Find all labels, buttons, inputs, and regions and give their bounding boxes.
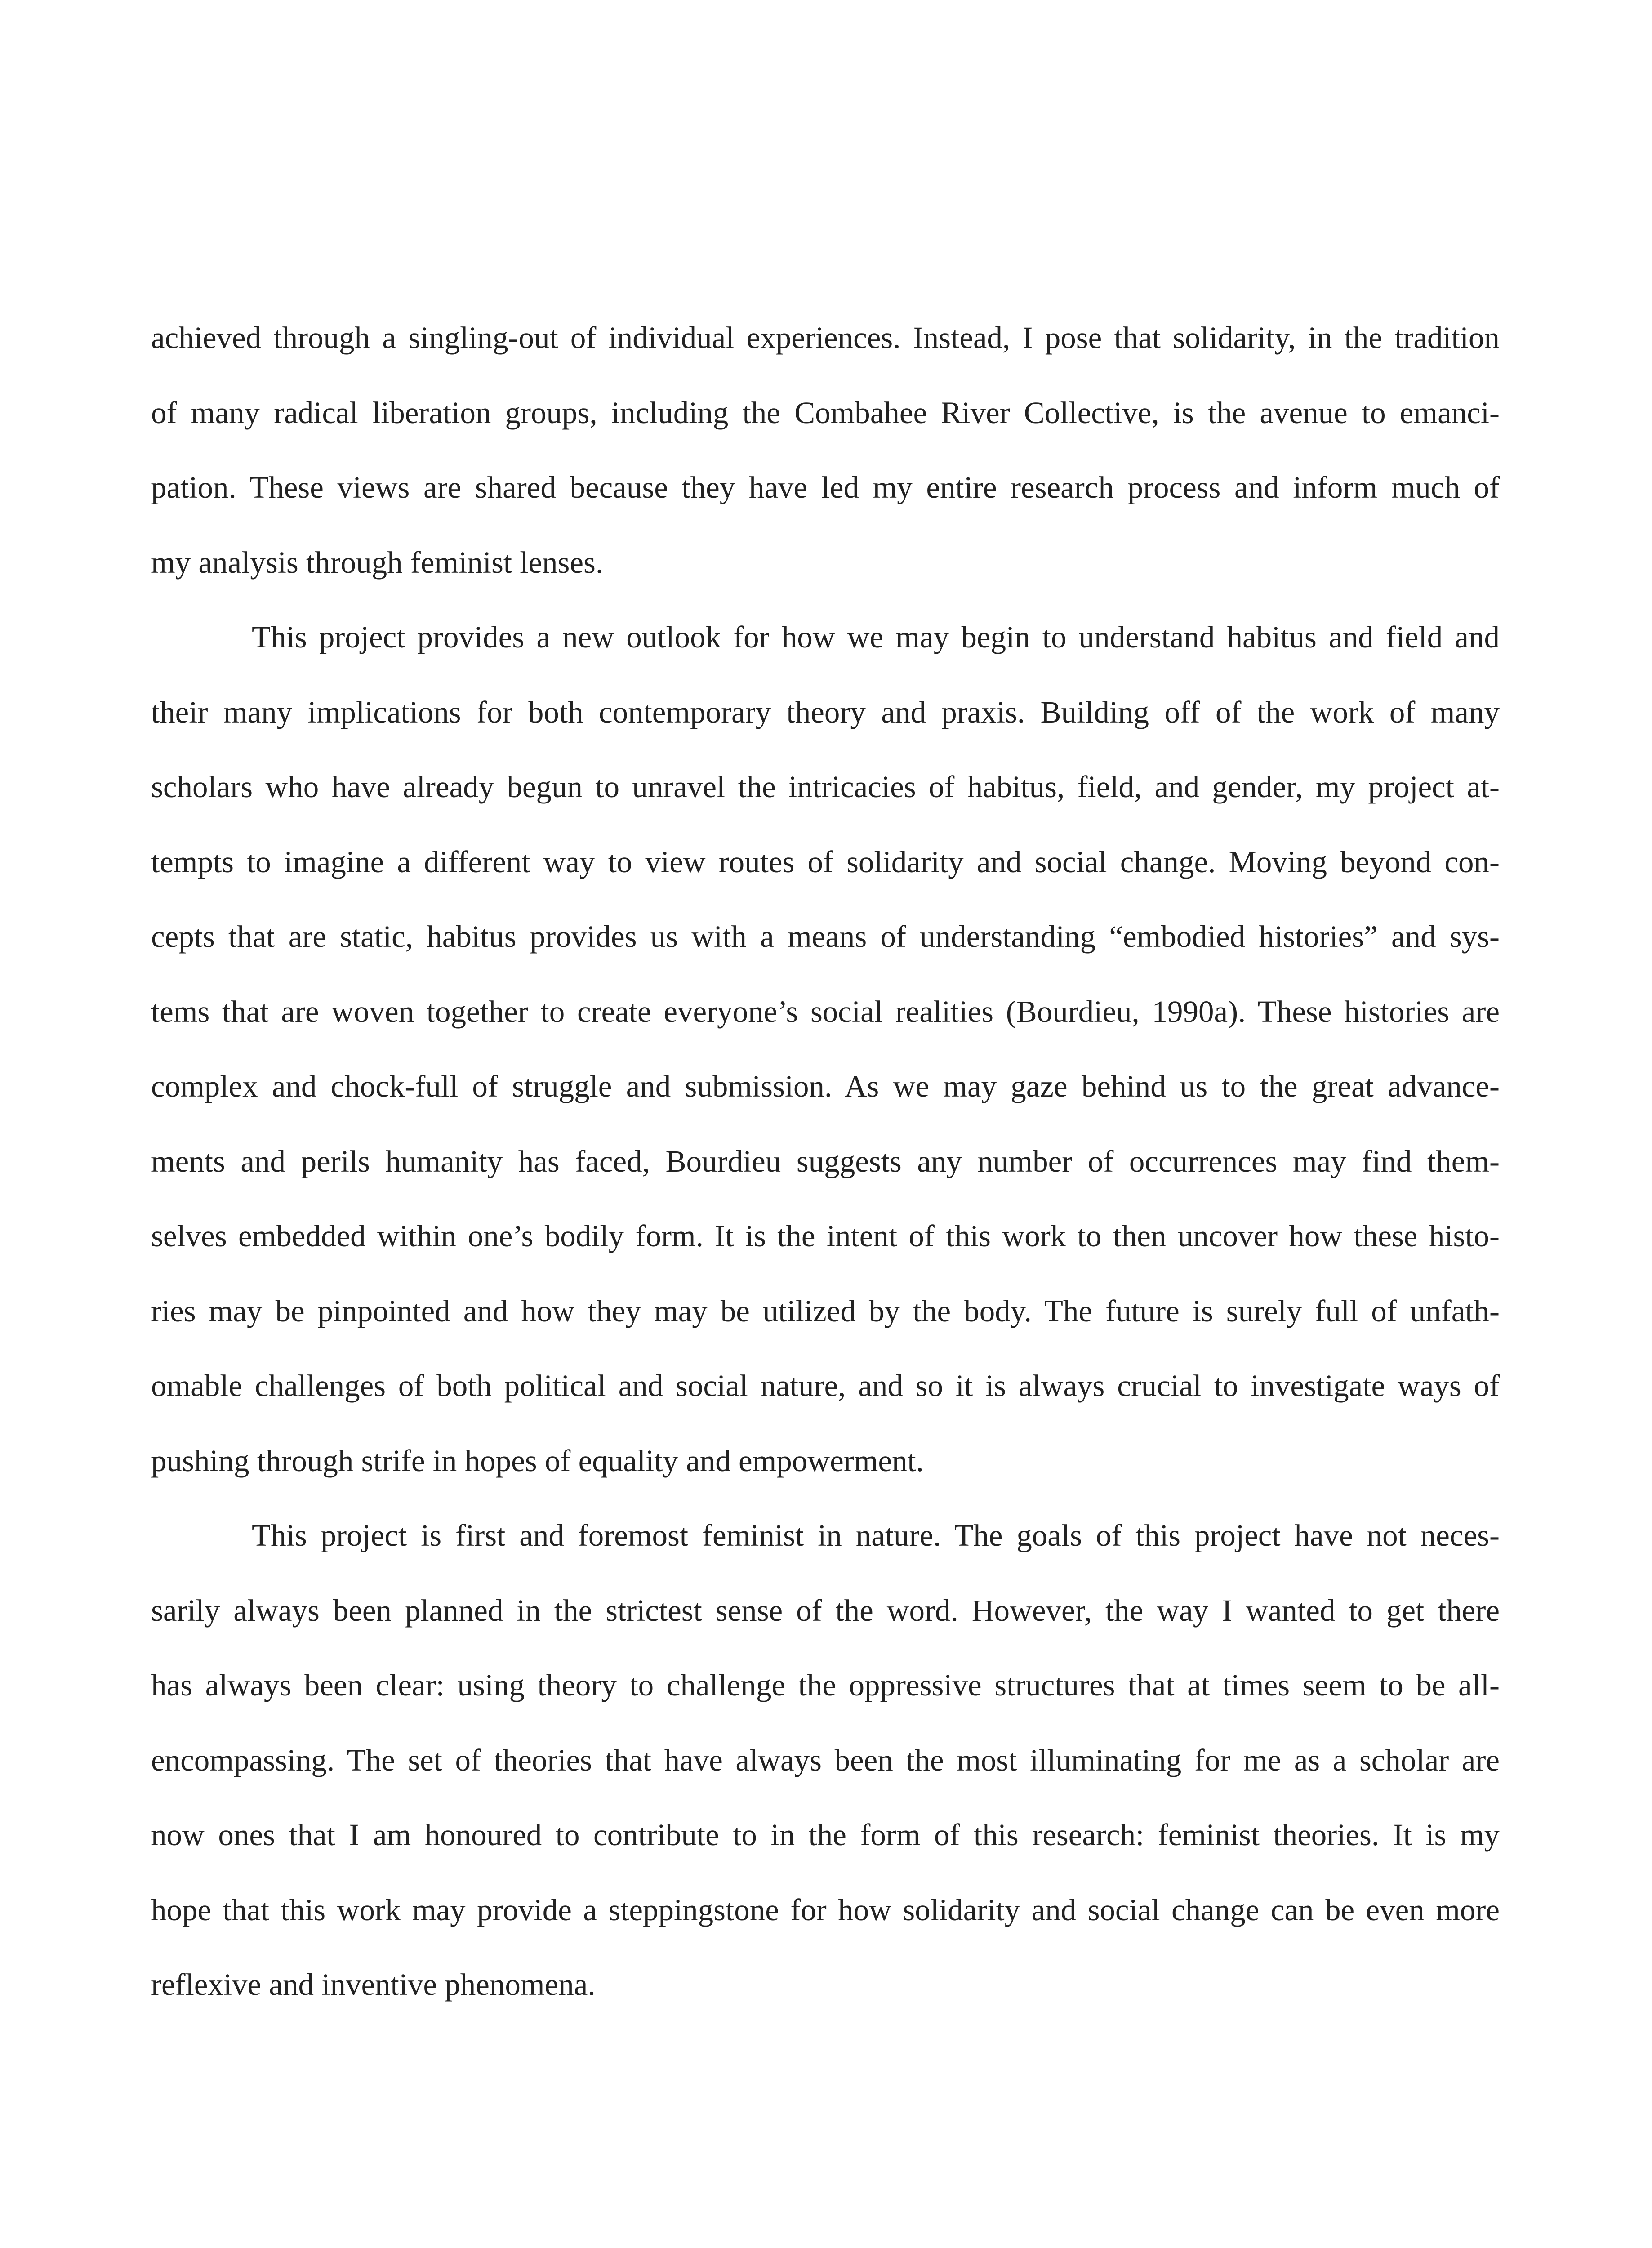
text-line: hope that this work may provide a steppingstone for how solidarity and social change can be even more (151, 1892, 1500, 1927)
text-line: sarily always been planned in the strictest sense of the word. However, the way I wanted to get there (151, 1593, 1500, 1628)
text-line: now ones that I am honoured to contribute to in the form of this research: feminist theories. It is my (151, 1818, 1500, 1852)
text-line: encompassing. The set of theories that have always been the most illuminating for me as a scholar are (151, 1743, 1500, 1777)
text-line: omable challenges of both political and social nature, and so it is always crucial to investigate ways of (151, 1369, 1500, 1403)
text-line: ments and perils humanity has faced, Bourdieu suggests any number of occurrences may find them- (151, 1144, 1500, 1178)
text-line: my analysis through feminist lenses. (151, 545, 604, 580)
text-line: has always been clear: using theory to challenge the oppressive structures that at times seem to be all- (151, 1668, 1500, 1702)
text-line: cepts that are static, habitus provides us with a means of understanding “embodied histories” and sys- (151, 919, 1500, 954)
text-line: reflexive and inventive phenomena. (151, 1967, 596, 2002)
text-line: This project provides a new outlook for how we may begin to understand habitus and field and (252, 620, 1500, 654)
text-line: This project is first and foremost feminist in nature. The goals of this project have not neces- (252, 1518, 1500, 1552)
text-line: scholars who have already begun to unravel the intricacies of habitus, field, and gender, my project at- (151, 770, 1500, 804)
text-line: pation. These views are shared because they have led my entire research process and inform much of (151, 470, 1500, 504)
text-line: pushing through strife in hopes of equality and empowerment. (151, 1443, 924, 1478)
text-line: their many implications for both contemporary theory and praxis. Building off of the work of many (151, 695, 1500, 729)
text-line: tempts to imagine a different way to view routes of solidarity and social change. Moving beyond con- (151, 844, 1500, 879)
text-line: ries may be pinpointed and how they may be utilized by the body. The future is surely full of unfath- (151, 1293, 1500, 1328)
text-line: complex and chock-full of struggle and submission. As we may gaze behind us to the great advance- (151, 1069, 1500, 1103)
paragraph-3 (151, 1498, 1500, 2022)
text-line: achieved through a singling-out of individual experiences. Instead, I pose that solidarity, in the tradition (151, 321, 1500, 355)
text-line: tems that are woven together to create everyone’s social realities (Bourdieu, 1990a). These histories are (151, 994, 1500, 1029)
paragraph-2 (151, 600, 1500, 1498)
paragraph-1 (151, 300, 1500, 600)
body-text (151, 300, 1500, 2022)
text-line: of many radical liberation groups, including the Combahee River Collective, is the avenue to emanci- (151, 395, 1500, 430)
text-line: selves embedded within one’s bodily form. It is the intent of this work to then uncover how these histo- (151, 1219, 1500, 1253)
